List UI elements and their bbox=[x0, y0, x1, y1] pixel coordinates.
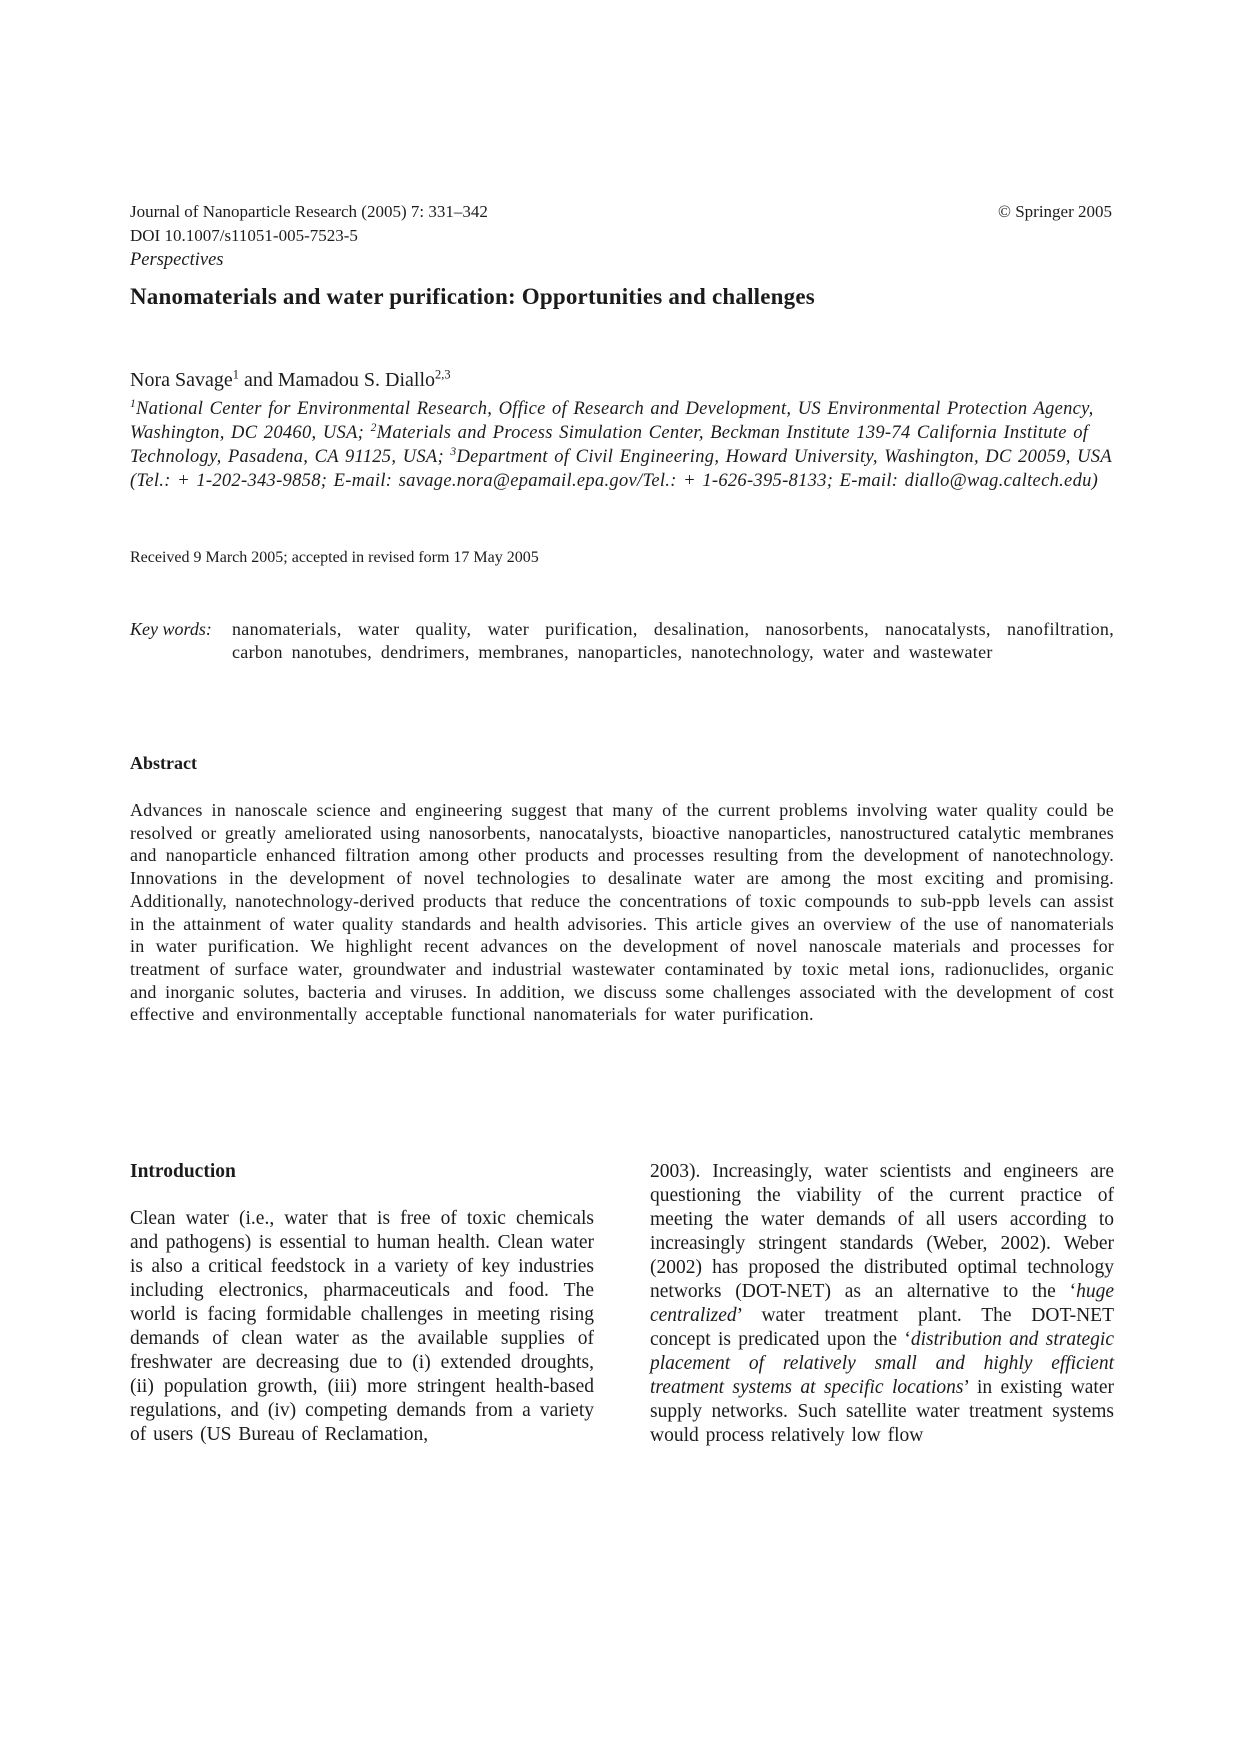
quoted-term-2: distribution and strategic placement of relatively small and highly efficient treatment systems at specific locations bbox=[650, 1329, 1114, 1398]
quoted-term-1: huge centralized bbox=[650, 1281, 1114, 1326]
body-columns bbox=[130, 1160, 1114, 1448]
page-header bbox=[130, 200, 1112, 248]
abstract-paragraph: Advances in nanoscale science and engineering suggest that many of the current problems involving water quality could be resolved or greatly ameliorated using nanosorbents, nanocatalysts, bioactive nanoparticles, nanostructured catalytic membranes and nanoparticle enhanced filtration among other products and processes resulting from the development of nanotechnology. Innovations in the development of novel technologies to desalinate water are among the most exciting and promising. Additionally, nanotechnology-derived products that reduce the concentrations of toxic compounds to sub-ppb levels can assist in the attainment of water quality standards and health advisories. This article gives an overview of the use of nanomaterials in water purification. We highlight recent advances on the development of novel nanoscale materials and processes for treatment of surface water, groundwater and industrial wastewater contaminated by toxic metal ions, radionuclides, organic and inorganic solutes, bacteria and viruses. In addition, we discuss some challenges associated with the development of cost effective and environmentally acceptable functional nanomaterials for water purification. bbox=[130, 800, 1114, 1025]
affiliation-2: Materials and Process Simulation Center, Beckman Institute 139-74 California Institute of Technology, Pasadena, CA 91125, USA; bbox=[130, 423, 1089, 467]
affiliation-2-mark: 2 bbox=[370, 421, 377, 434]
doi: DOI 10.1007/s11051-005-7523-5 bbox=[130, 226, 358, 245]
left-column bbox=[130, 1160, 594, 1448]
author-1: Nora Savage bbox=[130, 369, 233, 391]
affiliation-3: Department of Civil Engineering, Howard University, Washington, DC 20059, USA (Tel.: + 1-202-343-9858; E-mail: savage.nora@epamail.epa.gov/Tel.: + 1-626-395-8133; E-mail: diallo@wag.caltech.edu) bbox=[130, 447, 1112, 491]
introduction-heading: Introduction bbox=[130, 1161, 236, 1182]
continuation-text-3: ’ in existing water supply networks. Such satellite water treatment systems would process relatively low flow bbox=[650, 1377, 1115, 1446]
abstract-heading: Abstract bbox=[130, 753, 197, 773]
introduction-paragraph: Clean water (i.e., water that is free of toxic chemicals and pathogens) is essential to human health. Clean water is also a critical feedstock in a variety of key industries including electronics, pharmaceuticals and food. The world is facing formidable challenges in meeting rising demands of clean water as the available supplies of freshwater are decreasing due to (i) extended droughts, (ii) population growth, (iii) more stringent health-based regulations, and (iv) competing demands from a variety of users (US Bureau of Reclamation, bbox=[130, 1208, 594, 1445]
author-1-affiliation-mark: 1 bbox=[232, 367, 239, 382]
author-2: Mamadou S. Diallo bbox=[277, 369, 436, 391]
keywords-label: Key words: bbox=[130, 619, 212, 639]
author-2-affiliation-mark: 2,3 bbox=[435, 367, 451, 382]
section-label: Perspectives bbox=[130, 250, 224, 270]
copyright-notice: © Springer 2005 bbox=[998, 202, 1112, 221]
received-line: Received 9 March 2005; accepted in revised form 17 May 2005 bbox=[130, 549, 539, 566]
right-column bbox=[650, 1160, 1114, 1448]
affiliation-1-mark: 1 bbox=[130, 397, 137, 410]
affiliation-3-mark: 3 bbox=[450, 445, 457, 458]
affiliation-1: National Center for Environmental Research, Office of Research and Development, US Environmental Protection Agency, Washington, DC 20460, USA; bbox=[130, 399, 1094, 443]
journal-info bbox=[130, 200, 488, 248]
affiliations-block bbox=[130, 397, 1114, 493]
authors-separator: and bbox=[238, 369, 278, 391]
keywords-text: nanomaterials, water quality, water purification, desalination, nanosorbents, nanocatalysts, nanofiltration, carbon nanotubes, dendrimers, membranes, nanoparticles, nanotechnology, water and wastewater bbox=[232, 619, 1114, 662]
continuation-text-1: 2003). Increasingly, water scientists and engineers are questioning the viability of the current practice of meeting the water demands of all users according to increasingly stringent standards (Weber, 2002). Weber (2002) has proposed the distributed optimal technology networks (DOT-NET) as an alternative to the ‘ bbox=[650, 1161, 1114, 1302]
journal-citation: Journal of Nanoparticle Research (2005) 7: 331–342 bbox=[130, 202, 488, 221]
keywords-block bbox=[130, 618, 1114, 663]
article-title: Nanomaterials and water purification: Opportunities and challenges bbox=[130, 284, 815, 309]
continuation-paragraph bbox=[650, 1160, 1114, 1448]
authors-line bbox=[130, 369, 451, 392]
continuation-text-2: ’ water treatment plant. The DOT-NET concept is predicated upon the ‘ bbox=[650, 1305, 1114, 1350]
